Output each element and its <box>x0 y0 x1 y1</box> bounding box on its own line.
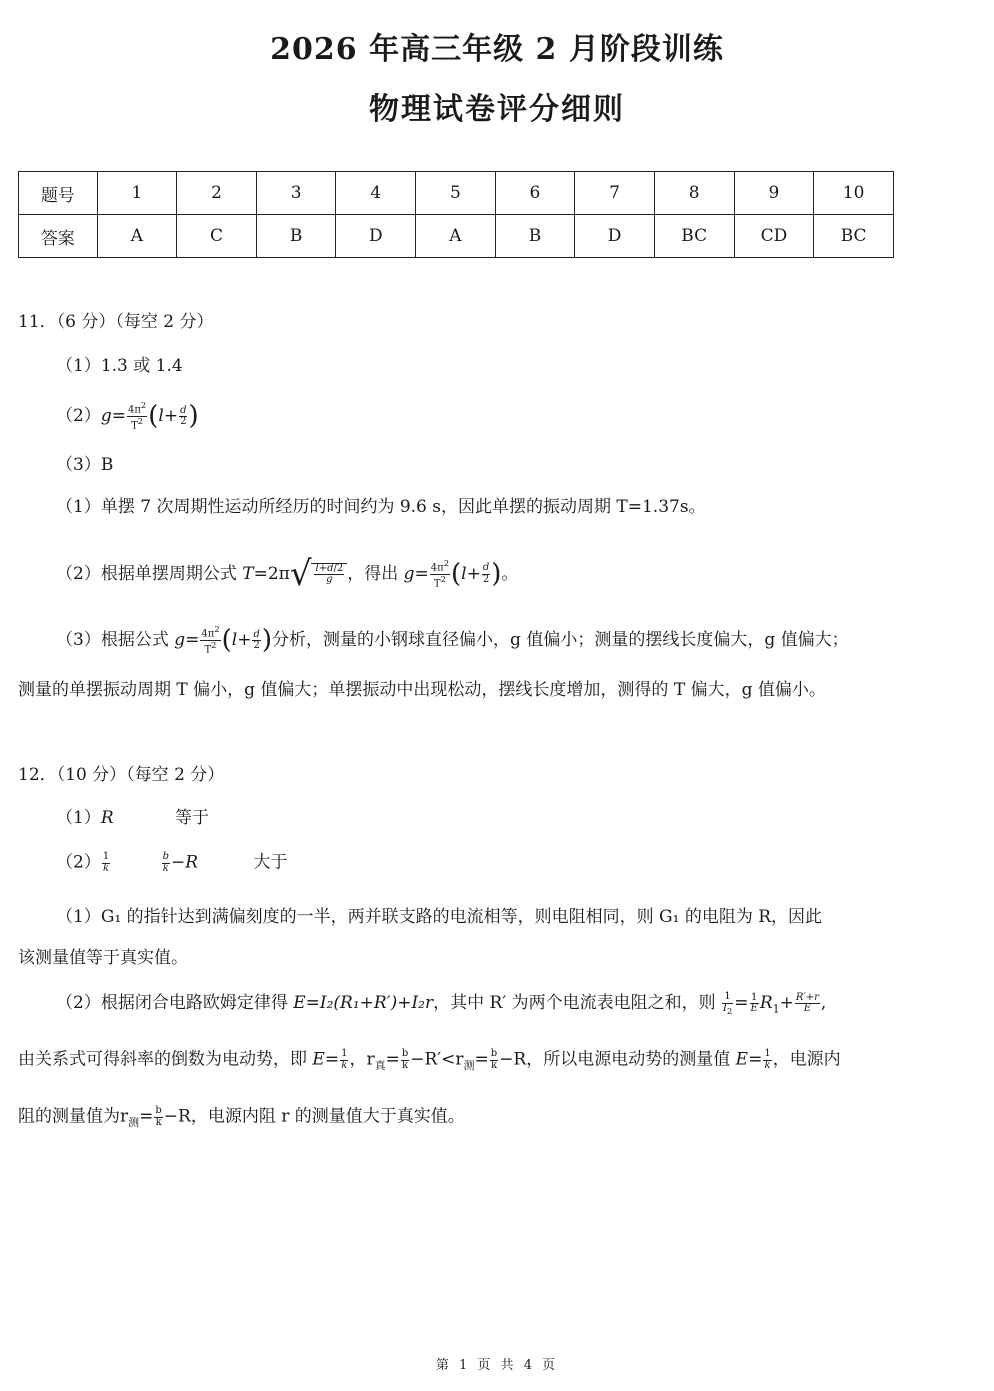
q11-answer-2-prefix: （2） <box>56 406 101 427</box>
table-cell: 5 <box>416 172 496 215</box>
answer-table <box>18 171 894 258</box>
q11-explain-3-text: 分析，测量的小钢球直径偏小，g 值偏小；测量的摆线长度偏大，g 值偏大； <box>272 630 849 651</box>
q12-explain-3: 由关系式可得斜率的倒数为电动势，即 E= $\frac{1}{k}$ ，$r_真=$ $\frac{b}{k}$ $-R'<r_测=$ $\frac{b}{k}$ −R，所以电源电动势的测量值 E= $\frac{1}{k}$ ，电源内 <box>18 1048 841 1072</box>
table-cell: D <box>575 215 655 258</box>
q12-answer-2: （2） $\frac{1}{k}$ $\frac{b}{k}$ −R 大于 <box>56 851 288 874</box>
q11-explain-3-line2: 测量的单摆振动周期 T 偏小，g 值偏大；单摆振动中出现松动，摆线长度增加，测得的 T 偏大，g 值偏小。 <box>18 680 826 700</box>
q11-answer-1: （1）1.3 或 1.4 <box>56 356 183 376</box>
q12-answer-1-value: 等于 <box>175 808 210 828</box>
q11-explain-3-prefix: （3）根据公式 <box>56 630 169 651</box>
table-cell: 7 <box>575 172 655 215</box>
q12-explain-1-line2: 该测量值等于真实值。 <box>18 948 188 968</box>
table-cell: B <box>495 215 575 258</box>
q11-heading: 11．（6 分）（每空 2 分） <box>18 312 214 332</box>
q12-explain-2-prefix: （2）根据闭合电路欧姆定律得 <box>56 993 288 1014</box>
q11-explain-2-prefix: （2）根据单摆周期公式 <box>56 563 237 584</box>
q12-explain-3-prefix: 由关系式可得斜率的倒数为电动势，即 <box>18 1049 307 1070</box>
page-subtitle: 物理试卷评分细则 <box>369 92 625 127</box>
q12-answer-2-prefix: （2） <box>56 852 101 873</box>
q12-explain-2-mid: ，其中 R′ 为两个电流表电阻之和，则 <box>433 993 716 1014</box>
table-cell: C <box>177 215 257 258</box>
page-footer: 第 1 页 共 4 页 <box>435 1358 559 1373</box>
q12-explain-4-prefix: 阻的测量值为 <box>18 1106 120 1127</box>
table-cell: 2 <box>177 172 257 215</box>
table-cell: 9 <box>734 172 814 215</box>
table-cell: A <box>416 215 496 258</box>
q12-explain-4-end: ，电源内阻 r 的测量值大于真实值。 <box>190 1106 465 1127</box>
q11-answer-3: （3）B <box>56 455 114 475</box>
table-cell: BC <box>814 215 894 258</box>
table-row-numbers <box>19 172 894 215</box>
table-header-cell: 答案 <box>19 215 98 258</box>
q12-answer-1-prefix: （1） <box>56 808 101 828</box>
q12-explain-3-mid: ，所以电源电动势的测量值 <box>526 1049 731 1070</box>
q11-explain-2: （2）根据单摆周期公式 T=2π√ $\frac{l+d/2}{g}$ ，得出 g= $\frac{4\pi^2}{T^2}$ (l+ $\frac{d}{2}$ )。 <box>56 554 519 594</box>
q12-heading: 12．（10 分）（每空 2 分） <box>18 765 225 785</box>
page-title: 2026 年高三年级 2 月阶段训练 <box>270 32 724 67</box>
q12-answer-1-var: R <box>100 808 114 828</box>
table-cell: D <box>336 215 416 258</box>
q11-answer-2: （2）g= $\frac{4\pi^2}{T^2}$ (l+ $\frac{d}{2}$ ) <box>56 400 199 432</box>
table-cell: 6 <box>495 172 575 215</box>
table-cell: 3 <box>256 172 336 215</box>
table-cell: B <box>256 215 336 258</box>
table-row-answers <box>19 215 894 258</box>
q12-explain-2: （2）根据闭合电路欧姆定律得 E=I₂(R₁+R′)+I₂r，其中 R′ 为两个电流表电阻之和，则 $\frac{1}{I_2}$ = $\frac{1}{E}$ $R_1+$ $\frac{R'+r}{E}$ , <box>56 991 827 1016</box>
table-cell: 10 <box>814 172 894 215</box>
q12-explain-4: 阻的测量值为$r_测=$ $\frac{b}{k}$ −R，电源内阻 r 的测量值大于真实值。 <box>18 1105 465 1129</box>
q11-explain-3: （3）根据公式 g= $\frac{4\pi^2}{T^2}$ (l+ $\frac{d}{2}$ )分析，测量的小钢球直径偏小，g 值偏小；测量的摆线长度偏大，g 值偏大； <box>56 624 849 656</box>
q11-explain-2-mid: ，得出 <box>347 563 399 584</box>
q12-explain-3-end: ，电源内 <box>772 1049 841 1070</box>
q11-explain-1: （1）单摆 7 次周期性运动所经历的时间约为 9.6 s，因此单摆的振动周期 T=1.37s。 <box>56 497 706 517</box>
q12-explain-1: （1）G₁ 的指针达到满偏刻度的一半，两并联支路的电流相等，则电阻相同，则 G₁ 的电阻为 R，因此 <box>56 907 823 927</box>
table-header-cell: 题号 <box>19 172 98 215</box>
table-cell: A <box>97 215 177 258</box>
q11-explain-2-end: 。 <box>501 563 519 584</box>
table-cell: CD <box>734 215 814 258</box>
q12-answer-1 <box>56 808 209 828</box>
table-cell: 4 <box>336 172 416 215</box>
table-cell: 8 <box>654 172 734 215</box>
table-cell: BC <box>654 215 734 258</box>
q12-answer-2-value: 大于 <box>253 852 288 873</box>
table-cell: 1 <box>97 172 177 215</box>
q12-explain-2-eq: E=I₂(R₁+R′)+I₂r <box>293 993 434 1014</box>
